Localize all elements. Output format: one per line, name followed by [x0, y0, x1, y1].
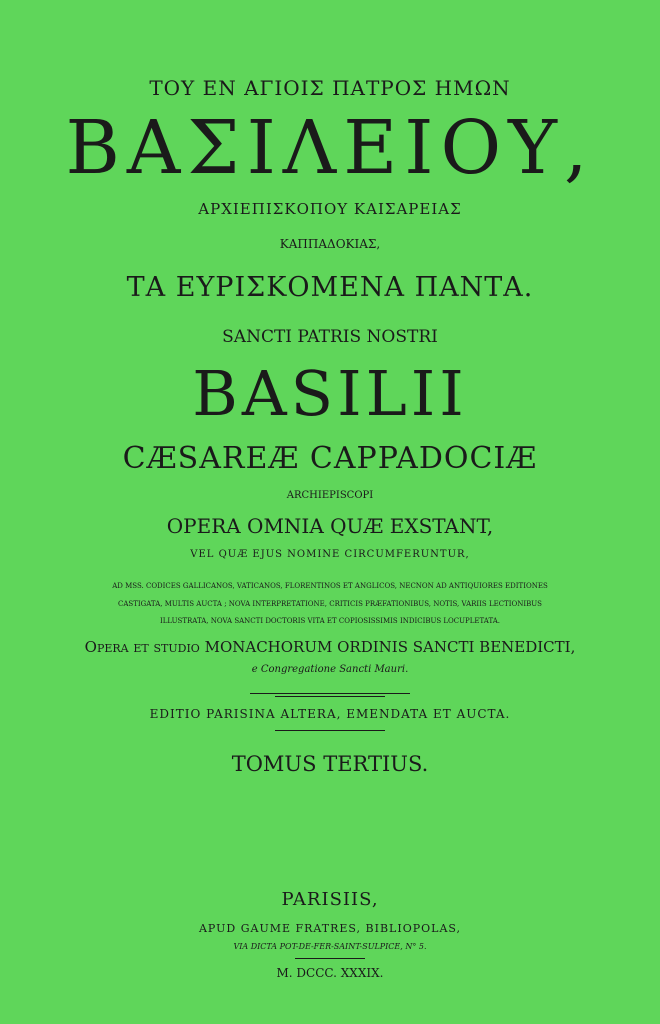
- editors: Opera et studio MONACHORUM ORDINIS SANCTI BENEDICTI,: [84, 638, 576, 656]
- publisher: APUD GAUME FRATRES, BIBLIOPOLAS,: [198, 922, 462, 935]
- greek-works: ΤΑ ΕΥΡΙΣΚΟΜΕΝΑ ΠΑΝΤΑ.: [126, 272, 534, 303]
- rule-bottom: [275, 730, 385, 731]
- greek-author-name: ΒΑΣΙΛΕΙΟΥ,: [65, 105, 595, 191]
- rule-top: [250, 693, 410, 694]
- latin-see: CÆSAREÆ CAPPADOCIÆ: [122, 441, 538, 476]
- latin-intro: SANCTI PATRIS NOSTRI: [222, 327, 438, 347]
- rule-year: [295, 958, 365, 959]
- description-line-3: ILLUSTRATA, NOVA SANCTI DOCTORIS VITA ET COPIOSISSIMIS INDICIBUS LOCUPLETATA.: [159, 617, 501, 625]
- year: M. DCCC. XXXIX.: [276, 966, 384, 980]
- volume: TOMUS TERTIUS.: [231, 752, 429, 776]
- greek-intro: ΤΟΥ ΕΝ ΑΓΙΟΙΣ ΠΑΤΡΟΣ ΗΜΩΝ: [149, 76, 511, 100]
- greek-title-line-1: ΑΡΧΙΕΠΙΣΚΟΠΟΥ ΚΑΙΣΑΡΕΙΑΣ: [198, 200, 462, 218]
- congregation: e Congregatione Sancti Mauri.: [251, 664, 409, 675]
- latin-author-name: BASILII: [192, 357, 468, 430]
- latin-title: ARCHIEPISCOPI: [286, 490, 374, 501]
- latin-works: OPERA OMNIA QUÆ EXSTANT,: [166, 514, 494, 538]
- description-line-1: AD MSS. CODICES GALLICANOS, VATICANOS, FLORENTINOS ET ANGLICOS, NECNON AD ANTIQUIORES EDITIONES: [112, 582, 548, 590]
- city: PARISIIS,: [281, 889, 379, 910]
- edition: EDITIO PARISINA ALTERA, EMENDATA ET AUCTA.: [149, 707, 511, 721]
- address: VIA DICTA POT-DE-FER-SAINT-SULPICE, N° 5.: [233, 942, 427, 951]
- latin-extra: VEL QUÆ EJUS NOMINE CIRCUMFERUNTUR,: [190, 549, 470, 560]
- description-line-2: CASTIGATA, MULTIS AUCTA ; NOVA INTERPRETATIONE, CRITICIS PRÆFATIONIBUS, NOTIS, VARIIS LECTIONIBUS: [118, 600, 542, 608]
- greek-title-line-2: ΚΑΠΠΑΔΟΚΙΑΣ,: [279, 237, 381, 251]
- rule-top-inner: [275, 696, 385, 697]
